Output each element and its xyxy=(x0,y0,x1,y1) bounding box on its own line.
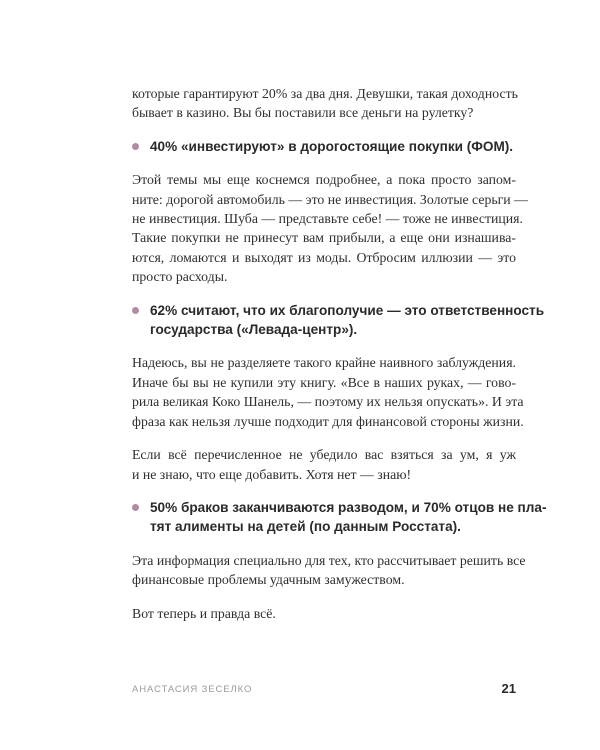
page-body xyxy=(132,84,547,637)
text-line: Надеюсь, вы не разделяете такого крайне наивного заблуждения. xyxy=(132,355,516,371)
bullet-item-1 xyxy=(132,137,516,156)
bullet-text-line: 50% браков заканчиваются разводом, и 70% отцов не пла- xyxy=(150,499,547,515)
bullet-item-2 xyxy=(132,301,545,340)
text-line: Вот теперь и правда всё. xyxy=(132,605,276,621)
text-line: фраза как нельзя лучше подходит для финансовой стороны жизни. xyxy=(132,413,524,429)
bullet-text-line: государства («Левада-центр»). xyxy=(150,322,358,338)
text-line: не инвестиция. Шуба — представьте себе! — тоже не инвестиция. xyxy=(132,211,523,227)
text-line: ните: дорогой автомобиль — это не инвестиция. Золотые серьги — xyxy=(132,191,528,207)
text-line: Такие покупки не принесут вам прибыли, а еще они изнашива- xyxy=(132,230,516,246)
text-line: которые гарантируют 20% за два дня. Девушки, такая доходность xyxy=(132,86,518,101)
text-line: и не знаю, что еще добавить. Хотя нет — знаю! xyxy=(132,466,412,482)
paragraph-3 xyxy=(132,353,524,431)
bullet-text-line: 62% считают, что их благополучие — это ответственность xyxy=(150,302,545,318)
bullet-item-3 xyxy=(132,498,547,537)
paragraph-4 xyxy=(132,445,516,484)
paragraph-1 xyxy=(132,84,516,123)
text-line: рила великая Коко Шанель, — поэтому их нельзя опускать». И эта xyxy=(132,394,524,410)
paragraph-5 xyxy=(132,551,526,590)
footer-author: АНАСТАСИЯ ЗЕСЕЛКО xyxy=(132,684,253,695)
paragraph-2 xyxy=(132,170,528,286)
text-line: Иначе бы вы не купили эту книгу. «Все в наших руках, — гово- xyxy=(132,374,516,390)
bullet-text-line: тят алименты на детей (по данным Росстата). xyxy=(150,519,461,535)
text-line: ются, ломаются и выходят из моды. Отбросим иллюзии — это xyxy=(132,249,516,265)
text-line: Эта информация специально для тех, кто рассчитывает решить все xyxy=(132,552,526,568)
text-line: финансовые проблемы удачным замужеством. xyxy=(132,572,405,588)
page-footer xyxy=(132,681,516,701)
text-line: бывает в казино. Вы бы поставили все деньги на рулетку? xyxy=(132,105,474,121)
bullet-dot-icon xyxy=(132,307,139,314)
text-line: Этой темы мы еще коснемся подробнее, а пока просто запом- xyxy=(132,172,516,188)
text-line: просто расходы. xyxy=(132,269,228,285)
bullet-text-line: 40% «инвестируют» в дорогостоящие покупки (ФОМ). xyxy=(150,138,514,154)
bullet-dot-icon xyxy=(132,504,139,511)
text-line: Если всё перечисленное не убедило вас взяться за ум, я уж xyxy=(132,447,516,463)
bullet-dot-icon xyxy=(132,143,139,150)
paragraph-6 xyxy=(132,604,516,623)
page-number: 21 xyxy=(501,681,516,696)
